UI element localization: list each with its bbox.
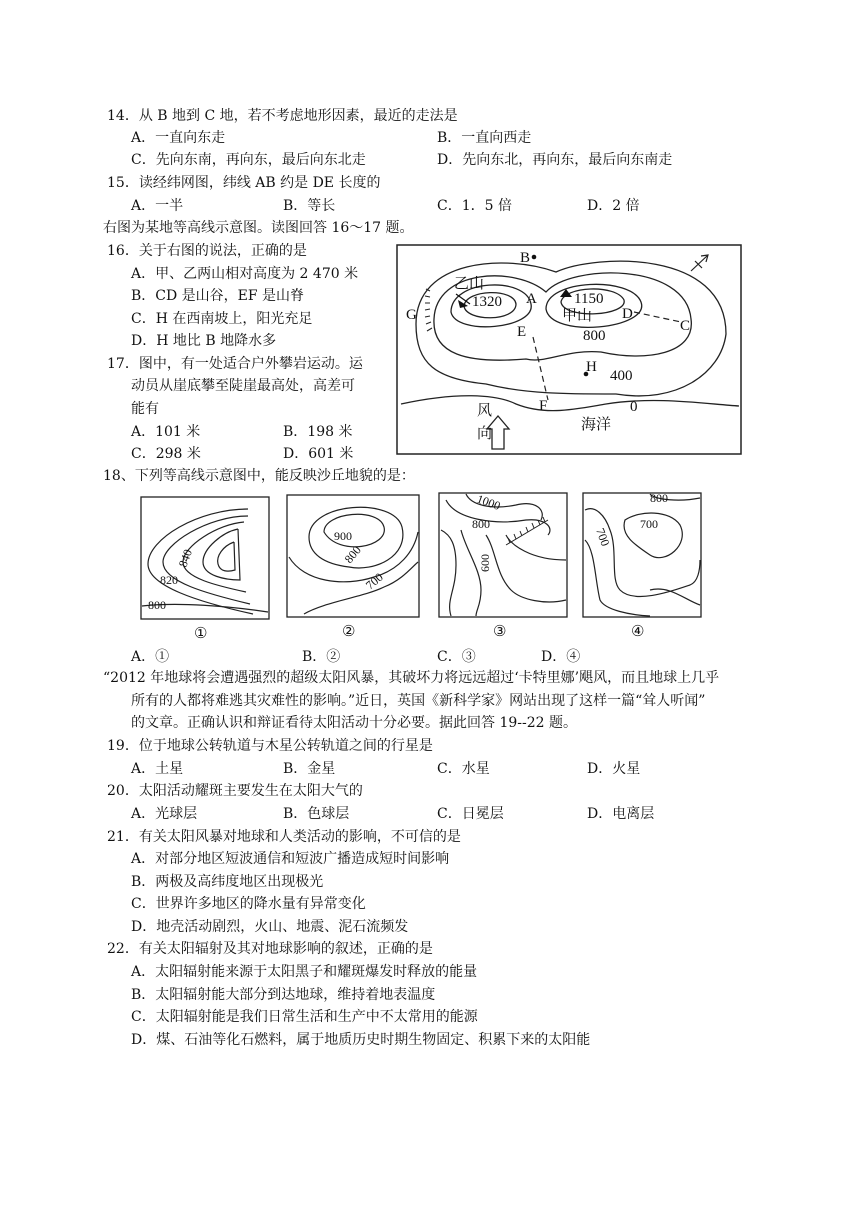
map4-contour-800: 800 (650, 491, 668, 505)
q17-stem-1: 17．图中，有一处适合户外攀岩运动。运 (107, 356, 363, 372)
q20-option-d: D．电离层 (587, 806, 655, 822)
q18-option-d: D．④ (541, 649, 581, 665)
q20-option-a: A．光球层 (131, 806, 198, 822)
q20-stem: 20．太阳活动耀斑主要发生在太阳大气的 (107, 783, 363, 799)
map-label-yishan: 乙山 (454, 274, 485, 292)
q15-option-d: D．2 倍 (587, 198, 640, 214)
q20-option-c: C．日冕层 (437, 806, 504, 822)
q19-option-d: D．火星 (587, 761, 641, 777)
map-label-peak1: 1320 (472, 294, 502, 310)
map1-contour-840: 840 (175, 547, 195, 570)
map-label-wind-2: 向 (477, 424, 493, 442)
map-label-800: 800 (583, 328, 606, 344)
q18-option-a: A．① (131, 649, 170, 665)
q14-stem: 14．从 B 地到 C 地，若不考虑地形因素，最近的走法是 (107, 108, 458, 124)
q21-option-a: A．对部分地区短波通信和短波广播造成短时间影响 (131, 851, 450, 867)
q22-option-b: B．太阳辐射能大部分到达地球，维持着地表温度 (131, 987, 436, 1003)
passage-line-3: 的文章。正确认识和辩证看待太阳活动十分必要。据此回答 19--22 题。 (131, 715, 577, 731)
passage-line-1: “2012 年地球将会遭遇强烈的超级太阳风暴，其破坏力将远远超过‘卡特里娜’飓风，而且地球上几乎 (103, 670, 720, 686)
map4-contour-700a: 700 (593, 526, 613, 548)
dune-map-1 (138, 494, 272, 622)
q19-option-a: A．土星 (131, 761, 184, 777)
q14-option-c: C．先向东南，再向东，最后向东北走 (131, 152, 366, 168)
map2-label: ② (342, 622, 356, 640)
map-label-c: C (680, 318, 691, 334)
q14-option-a: A．一直向东走 (131, 130, 226, 146)
q14-option-b: B．一直向西走 (437, 130, 532, 146)
q19-option-b: B．金星 (283, 761, 336, 777)
map2-contour-800: 800 (341, 543, 364, 566)
map1-contour-800: 800 (148, 598, 166, 612)
map-label-ocean: 海洋 (581, 415, 612, 433)
dune-map-2 (284, 492, 422, 620)
map4-label: ④ (631, 622, 645, 640)
map2-contour-700: 700 (362, 570, 386, 593)
q18-stem: 18、下列等高线示意图中，能反映沙丘地貌的是： (103, 468, 415, 484)
q18-option-b: B．② (302, 649, 341, 665)
q17-option-a: A．101 米 (131, 424, 201, 440)
map-label-peak2: 1150 (574, 291, 604, 307)
q20-option-b: B．色球层 (283, 806, 350, 822)
q16-option-b: B．CD 是山谷，EF 是山脊 (131, 288, 305, 304)
q21-option-b: B．两极及高纬度地区出现极光 (131, 874, 324, 890)
map-label-e: E (517, 324, 527, 340)
q18-option-c: C．③ (437, 649, 476, 665)
map-label-d: D (622, 306, 633, 322)
q14-option-d: D．先向东北，再向东，最后向东南走 (437, 152, 673, 168)
q16-stem: 16．关于右图的说法，正确的是 (107, 243, 307, 259)
q21-option-d: D．地壳活动剧烈，火山、地震、泥石流频发 (131, 919, 409, 935)
map3-label: ③ (493, 622, 507, 640)
q22-stem: 22．有关太阳辐射及其对地球影响的叙述，正确的是 (107, 941, 433, 957)
q17-stem-3: 能有 (131, 401, 159, 417)
map-label-wind-1: 风 (477, 401, 493, 419)
q17-option-b: B．198 米 (283, 424, 353, 440)
q17-option-c: C．298 米 (131, 446, 201, 462)
q16-option-c: C．H 在西南坡上，阳光充足 (131, 311, 313, 327)
map3-contour-600: 600 (478, 554, 492, 572)
q21-option-c: C．世界许多地区的降水量有异常变化 (131, 896, 366, 912)
map-label-b: B (520, 250, 531, 266)
map-label-h: H (586, 359, 597, 375)
q19-option-c: C．水星 (437, 761, 490, 777)
q17-stem-2: 动员从崖底攀至陡崖最高处，高差可 (131, 378, 355, 394)
q19-stem: 19．位于地球公转轨道与木星公转轨道之间的行星是 (107, 738, 433, 754)
q22-option-d: D．煤、石油等化石燃料，属于地质历史时期生物固定、积累下来的太阳能 (131, 1032, 591, 1048)
q16-option-d: D．H 地比 B 地降水多 (131, 333, 277, 349)
map3-contour-800: 800 (472, 517, 490, 531)
q15-option-a: A．一半 (131, 198, 184, 214)
passage-line-2: 所有的人都将难逃其灾难性的影响。”近日，英国《新科学家》网站出现了这样一篇“耸人听闻” (131, 693, 706, 709)
dune-map-3 (436, 490, 570, 620)
topo-map (396, 244, 742, 456)
map-label-jiashan: 甲山 (562, 306, 593, 324)
intro-16-17: 右图为某地等高线示意图。读图回答 16～17 题。 (103, 220, 414, 236)
map-label-f: F (539, 398, 548, 414)
q21-stem: 21．有关太阳风暴对地球和人类活动的影响，不可信的是 (107, 829, 461, 845)
q22-option-c: C．太阳辐射能是我们日常生活和生产中不太常用的能源 (131, 1009, 478, 1025)
q16-option-a: A．甲、乙两山相对高度为 2 470 米 (131, 266, 359, 282)
q15-option-b: B．等长 (283, 198, 336, 214)
q17-option-d: D．601 米 (283, 446, 354, 462)
map-label-0: 0 (630, 399, 638, 415)
map1-label: ① (194, 624, 208, 642)
q15-option-c: C．1．5 倍 (437, 198, 512, 214)
q15-stem: 15．读经纬网图，纬线 AB 约是 DE 长度的 (107, 175, 381, 191)
map-label-400: 400 (610, 368, 633, 384)
map2-contour-900: 900 (334, 529, 352, 543)
q22-option-a: A．太阳辐射能来源于太阳黑子和耀斑爆发时释放的能量 (131, 964, 478, 980)
map3-contour-1000: 1000 (474, 491, 503, 514)
map4-contour-700b: 700 (640, 517, 658, 531)
map-label-a: A (526, 291, 537, 307)
dune-map-4 (580, 490, 704, 620)
map-label-g: G (406, 307, 417, 323)
map1-contour-820: 820 (160, 573, 178, 587)
